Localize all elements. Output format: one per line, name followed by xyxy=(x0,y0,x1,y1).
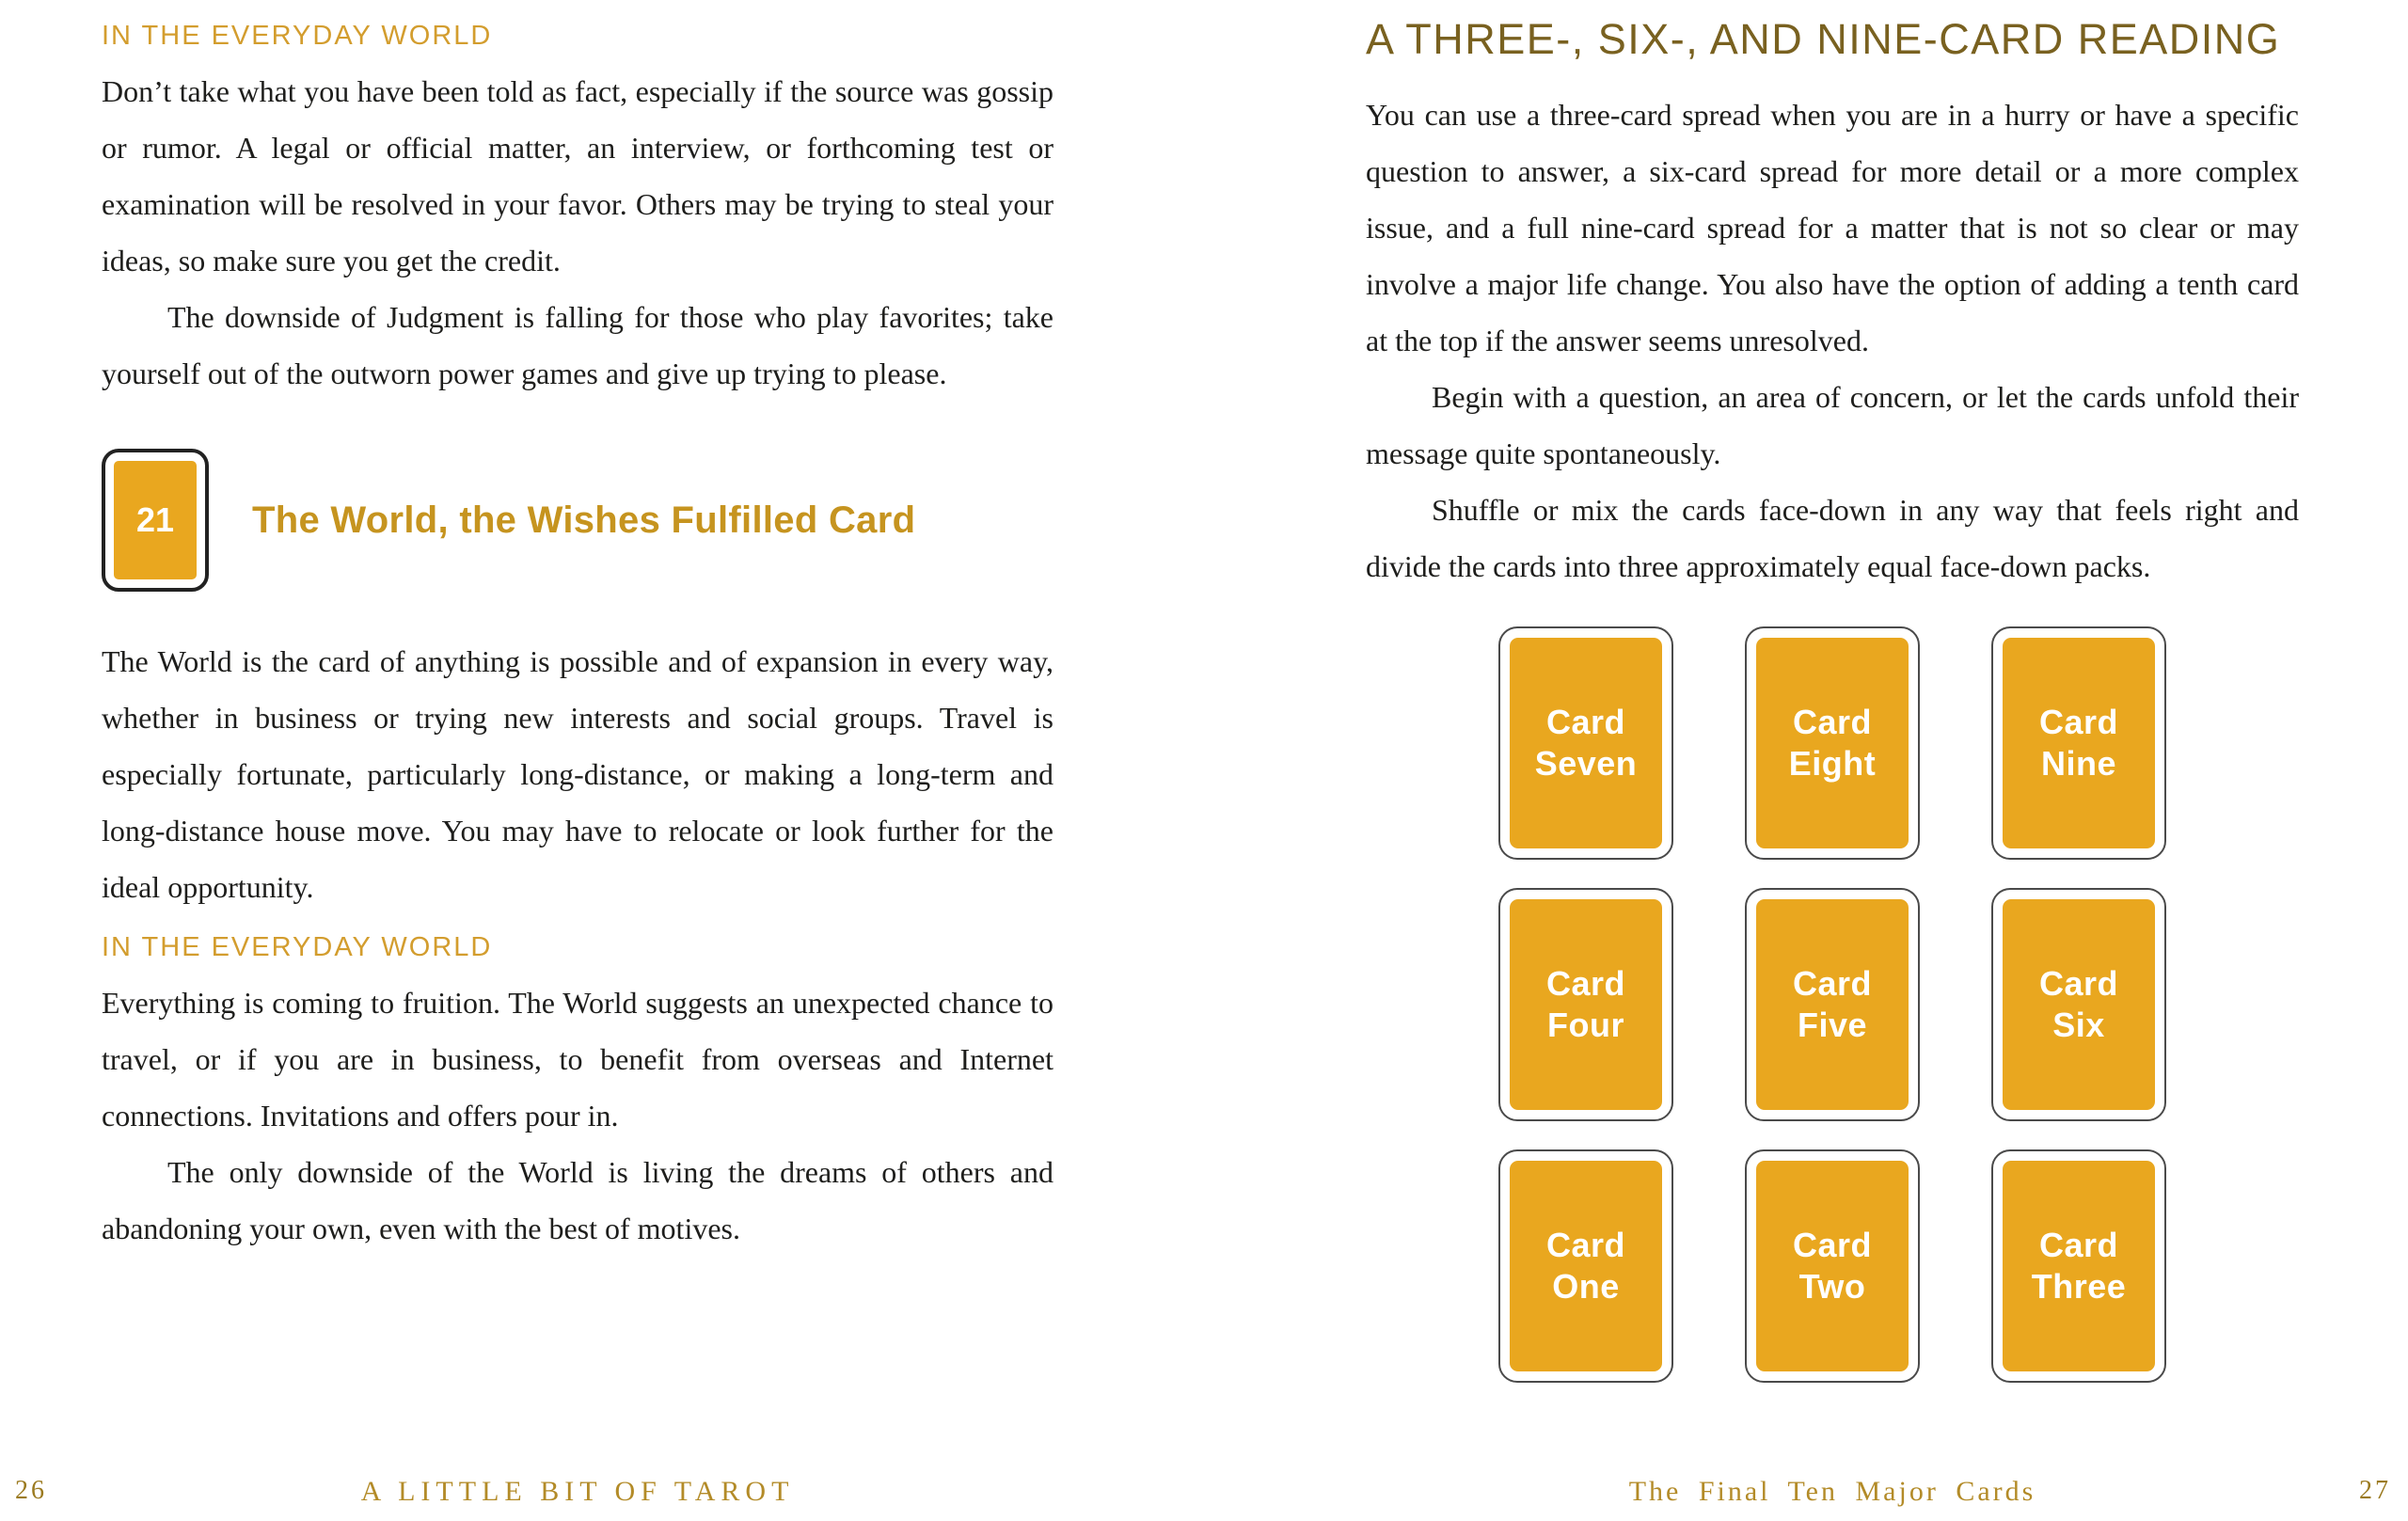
body-paragraph: Everything is coming to fruition. The World suggests an unexpected chance to travel, or if you are in business, to benefit from overseas and Internet connections. Invitations and offers pour in. xyxy=(102,986,1054,1133)
card-label: Card Eight xyxy=(1756,638,1909,848)
body-paragraph: You can use a three-card spread when you are in a hurry or have a specific question to answer, a six-card spread for more detail or a more complex issue, and a full nine-card spread for a matter that is not so clear or may involve a major life change. You also have the option of adding a tenth card at the top if the answer seems unresolved. xyxy=(1366,98,2299,357)
tarot-card xyxy=(1991,626,2166,860)
running-footer-right: The Final Ten Major Cards xyxy=(1628,1476,2036,1507)
card-label: Card Two xyxy=(1756,1161,1909,1371)
body-paragraph: The World is the card of anything is possible and of expansion in every way, whether in business or trying new interests and social groups. Travel is especially fortunate, particularly long-distance, or making a long-term and long-distance house move. You may have to relocate or look further for the ideal opportunity. xyxy=(102,644,1054,904)
section-kicker-heading: IN THE EVERYDAY WORLD xyxy=(102,932,493,962)
card-number-label: 21 xyxy=(114,461,197,579)
card-label: Card Four xyxy=(1510,899,1662,1110)
card-label: Card Nine xyxy=(2003,638,2155,848)
body-paragraph: Don’t take what you have been told as fact, especially if the source was gossip or rumor. A legal or official matter, an interview, or forthcoming test or examination will be resolved in your favor. Others may be trying to steal your ideas, so make sure you get the credit. xyxy=(102,74,1054,277)
body-paragraph: Shuffle or mix the cards face-down in any way that feels right and divide the cards into three approximately equal face-down packs. xyxy=(1366,493,2299,583)
tarot-card-21-icon xyxy=(102,449,209,592)
tarot-card xyxy=(1745,888,1920,1121)
section-kicker-heading: IN THE EVERYDAY WORLD xyxy=(102,21,493,51)
card-label: Card Seven xyxy=(1510,638,1662,848)
card-spread-grid xyxy=(1366,626,2299,1383)
tarot-card xyxy=(1498,1149,1673,1383)
chapter-card-row xyxy=(102,449,1054,592)
tarot-card xyxy=(1991,888,2166,1121)
page-right xyxy=(1366,0,2299,1521)
reading-section-heading: A THREE-, SIX-, AND NINE-CARD READING xyxy=(1366,15,2281,63)
tarot-card xyxy=(1991,1149,2166,1383)
card-label: Card Five xyxy=(1756,899,1909,1110)
page-left xyxy=(102,0,1054,1521)
tarot-card xyxy=(1745,626,1920,860)
chapter-title: The World, the Wishes Fulfilled Card xyxy=(252,499,916,541)
page-number-left: 26 xyxy=(15,1476,47,1505)
running-footer-left: A LITTLE BIT OF TAROT xyxy=(360,1476,795,1507)
card-label: Card Three xyxy=(2003,1161,2155,1371)
tarot-card xyxy=(1745,1149,1920,1383)
tarot-card xyxy=(1498,888,1673,1121)
body-paragraph: The only downside of the World is living the dreams of others and abandoning your own, even with the best of motives. xyxy=(102,1155,1054,1245)
body-paragraph: The downside of Judgment is falling for those who play favorites; take yourself out of the outworn power games and give up trying to please. xyxy=(102,300,1054,390)
body-paragraph: Begin with a question, an area of concern, or let the cards unfold their message quite spontaneously. xyxy=(1366,380,2299,470)
tarot-card xyxy=(1498,626,1673,860)
card-label: Card Six xyxy=(2003,899,2155,1110)
card-label: Card One xyxy=(1510,1161,1662,1371)
page-number-right: 27 xyxy=(2359,1476,2391,1505)
